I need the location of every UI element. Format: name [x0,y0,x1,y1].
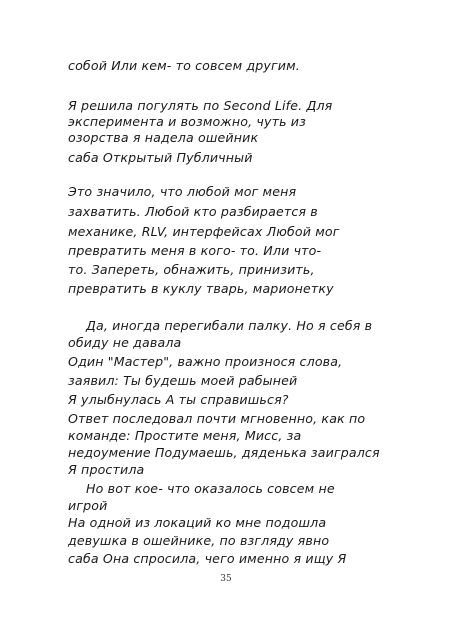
text-line: превратить в куклу тварь, марионетку [68,281,334,296]
text-line: то. Запереть, обнажить, принизить, [68,262,315,277]
text-line: Один "Мастер", важно произнося слова, [68,354,343,369]
text-line: Я решила погулять по Second Life. Для [68,98,333,113]
text-line: На одной из локаций ко мне подошла [68,515,327,530]
text-line: саба Она спросила, чего именно я ищу Я [68,551,347,566]
text-line: девушка в ошейнике, по взгляду явно [68,533,330,548]
text-line: собой Или кем- то совсем другим. [68,58,300,73]
text-line: заявил: Ты будешь моей рабыней [68,373,298,388]
text-line: захватить. Любой кто разбирается в [68,204,318,219]
text-line: Я улыбнулась А ты справишься? [68,392,289,407]
page-number: 35 [220,574,232,584]
text-line: Да, иногда перегибали палку. Но я себя в [86,318,373,333]
text-line: Ответ последовал почти мгновенно, как по [68,411,366,426]
text-line: Это значило, что любой мог меня [68,184,297,199]
text-line: игрой [68,498,108,513]
text-line: озорства я надела ошейник [68,130,259,145]
text-line: эксперимента и возможно, чуть из [68,114,306,129]
text-line: превратить меня в кого- то. Или что- [68,243,322,258]
text-line: недоумение Подумаешь, дяденька заигрался [68,445,380,460]
text-line: команде: Простите меня, Мисс, за [68,428,302,443]
text-line: механике, RLV, интерфейсах Любой мог [68,224,340,239]
text-line: обиду не давала [68,335,182,350]
text-line: Но вот кое- что оказалось совсем не [86,481,335,496]
text-line: саба Открытый Публичный [68,150,253,165]
text-line: Я простила [68,462,145,477]
